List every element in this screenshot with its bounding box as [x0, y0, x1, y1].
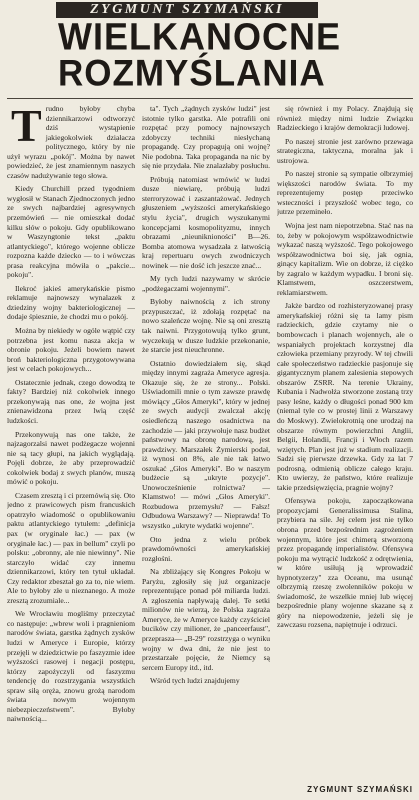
paragraph: Ostatecznie jednak, czego dowodzą te fakty? Bardziej niż cokolwiek innego przekonywają nas one, że wojna jest znienawidzona przez lwią część ludzkości.	[7, 377, 135, 425]
paragraph: We Wrocławiu mogliśmy przeczytać co następuje: „wbrew woli i pragnieniom narodów świata, garstka żądnych zysków ludzi w Ameryce i Europie, którzy przejęli w dziedzictwie po faszyzmie idee wyższości rasowej i negacji postępu, którzy zapożyczyli od faszyzmu tendencję do rozstrzygania wszystkich spraw siłą oręża, znowu grożą narodom świata nowym wojennym niebezpieczeństwem". Byłoby naiwnością...	[7, 609, 135, 724]
paragraph: Oto jedna z wielu próbek prawdomówności amerykańskiej rozgłośni.	[142, 534, 270, 563]
title-line-2: ROZMYŚLANIA	[58, 53, 326, 94]
paragraph: Czasem zresztą i ci przemówią się. Oto jedno z prawicowych pism francuskich opatrzyło wiadomość o opublikowaniu paktu atlantyckiego tytułem: „definicja pax (w oryginale łac.) — pax (w oryginale łac.) — pax in bellum" czyli po polsku: „obronny, ale nie niewinny". Nie starczyło widać czy innemu dziennikarzowi, który ten tytuł układał. Czy redaktor zbeształ go za to, nie wiem. Ale to byłoby złe u nieznanego. A może zresztą zrozumiale...	[7, 490, 135, 605]
header-divider	[7, 98, 413, 99]
paragraph: Próbują natomiast wmówić w ludzi dusze niewiarę, próbują ludzi sterroryzować i zaszantażować. Jednych głuszeniem „wyższości amerykańskiego stylu życia", drugich wyszukanymi koncepcjami kosmopolityzmu, innych obrazami „nieuniknioności" B—26. Bomba atomowa wysadzała z łatwością kraj repertuaru owych zwodniczych nowinek — nie dość ich jeszcze znać...	[142, 174, 270, 270]
article-column-2	[142, 104, 270, 790]
author-signature: ZYGMUNT SZYMAŃSKI	[307, 785, 413, 794]
title-line-1: WIELKANOCNE	[58, 14, 341, 58]
paragraph: Jakże bardzo od rozhisteryzowanej prasy amerykańskiej różni się ta lamy pism radzieckich, gdzie czytamy nie o bombowcach i planach wojennych, ale o wspaniałych projektach korzystnej dla człowieka przemiany przyrody. W tej chwili całe społeczeństwo radzieckie pasjonuje się gigantycznym planem zalesienia stepowych obszarów ZSRR. Na terenie Ukrainy, Kubania i Nadwołża stworzone zostaną trzy pasy leśne, każdy o długości ponad 900 km (niemal tyle co w prostej linii z Warszawy do Moskwy). Zwielokrotnią one urodzaj na obszarze równym powierzchni Anglii, Belgii, Holandii, Francji i Włoch razem wziętych. Plan jest już w stadium realizacji. Sadzi się pierwsze drzewka. Gdy za lat 7 podrosną, odmienią oblicze całego kraju. Kto uwierzy, że państwo, które realizuje takie przedsięwzięcia, pragnie wojny?	[277, 301, 413, 492]
paragraph: Wśród tych ludzi znajdujemy	[150, 676, 240, 686]
paragraph: Przekonywują nas one także, że najzagorzalsi nawet podżegacze wojenni nie są tacy głupi, na jakich wyglądają. Pojęli dobrze, że aby przeprowadzić cokolwiek bodaj z swych planów, muszą mówić o pokoju.	[7, 429, 135, 487]
paragraph: Ostatnio dowiedziałem się, skąd między innymi zagraża Ameryce agresja. Okazuje się, że ze strony... Polski. Uświadomili mnie o tym zawsze prawdę mówiący „Głos Ameryki", który w jednej ze swych audycji zwalczał akcję osiedleńczą naszego osadnictwa na zachodzie — jaki przywołuje nasz budżet państwowy na obronę narodową, jest prawdziwy. Marszałek Żymierski podał, iż wynosi on 8%, ale nie tak łatwo oszukać „Głos Ameryki". Bo w naszym budżecie są „ukryte pozycje". Unowocześnienie rolnictwa? — Klamstwo! — mówi „Głos Ameryki". Rozbudowa przemysłu? — Fałsz! Odbudowa Warszawy? — Nieprawda! To wszystko „ukryte wydatki wojenne".	[142, 358, 270, 530]
paragraph: My tych ludzi nazywamy w skrócie „podżegaczami wojennymi".	[142, 274, 270, 293]
paragraph: Po naszej stronie są sympatie olbrzymiej większości narodów świata. To my reprezentujemy postęp przeciwko wsteczności i przyszłość wobec tego, co jutrze przemineło.	[277, 169, 413, 217]
paragraph: Można by niekiedy w ogóle wątpić czy potrzebna jest komu nasza akcja w obronie pokoju. Jeżeli bowiem nawet broń bakteriologiczna przygotowywana jest w celach pokojowych...	[7, 326, 135, 374]
paragraph: Kiedy Churchill przed tygodniem wygłosił w Stanach Zjednoczonych jedno ze swych najbardziej agresywnych przemówień — nie omieszkał dodać kilku słów o pokoju. Gdy opublikowano w Waszyngtonie tekst „paktu atlantyckiego", którego wojenne oblicze rozpozna każde dziecko — to i wówczas prasa reakcyjna mówiła o „pakcie... pokoju".	[7, 184, 135, 280]
paragraph: Byłoby naiwnością z ich strony przypuszczać, iż zdołają rozpętać na nowo szaleńcze wojnę. Nie są oni zresztą tak naiwni. Przygotowują tylko grunt, wyczekują w dusze ludzkie przekonanie, że starcie jest nieuchronne.	[142, 297, 270, 355]
paragraph: Trudno byłoby chyba dziennikarzowi odtworzyć dziś wystąpienie jakiegokolwiek działacza politycznego, który by nie użył wyrazu „pokój". Można by nawet powiedzieć, że jest znamiennym naszych czasów nadużywanie tego słowa.	[7, 104, 135, 180]
paragraph: ta". Tych „żądnych zysków ludzi" jest istotnie tylko garstka. Ale potrafili oni rozpętać przy pomocy najnowszych zdobyczy techniki niesłychaną propagandę. Czy propagują oni wojnę? Nie podobna. Taka propaganda na nic by się nie przydała. Nie znalazłaby posłuchu.	[142, 104, 270, 171]
article-column-1	[7, 104, 135, 790]
drop-cap: T	[11, 104, 42, 151]
paragraph: Na zbliżający się Kongres Pokoju w Paryżu, zgłosiły się już organizacje reprezentujące ponad pół miliarda ludzi. A zgłoszenia napływają dalej. Te setki milionów nie wierzą, że Polska zagraża Ameryce, że w Ameryce każdy czyściciel bucików czy milioner, że „panceerfaust", przeprasza— „B-29" rozstrzyga o wyniku wojny w dwa dni, że nie jest to przestarzałe pojęcie, że Niemcy są sercem Europy itd., itd.	[142, 567, 270, 672]
article-title	[58, 14, 341, 94]
paragraph: się również i my Polacy. Znajdują się również między nimi ludzie Związku Radzieckiego i krajów demokracji ludowej.	[277, 104, 413, 133]
paragraph: Wojna jest nam niepotrzebna. Stać nas na to, żeby w pokojowym współzawodnictwie wykazać naszą wyższość. Tego pokojowego współzawodnictwa boi się, jak ognia, ginący kapitalizm. Wie on dobrze, iż ciężko by zagralo w każdym wypadku. I broni się. Klamstwem, oszczerstwem, reklamiarstwem.	[277, 221, 413, 297]
paragraph: Ofensywa pokoju, zapoczątkowana propozycjami Generalissimusa Stalina, przybiera na sile. Jej celem jest nie tylko obrona przed bezpośrednim zagrożeniem wojennym, które jest chimerą stworzoną przez propagandę imperialistów. Ofensywa pokoju ma wytrącić ludzkość z odrętwienia, w które usiłują ją wprowadzić hypnotyzerzy" zza Oceanu, ma usunąć olbrzymią rzeszę zwolenników pokoju w świadomość, że wszelkie mniej lub więcej bezpośrednie plany wojenne skazane są z góry na niepowodzenie, jeżeli się je zawczasu rozsena, napiętnuje i odrzuci.	[277, 496, 413, 630]
article-column-3	[277, 104, 413, 790]
paragraph: Po naszej stronie jest zarówno przewaga strategiczna, taktyczna, moralna jak i ustrojowa.	[277, 136, 413, 165]
paragraph: Ilekroć jakieś amerykańskie pismo reklamuje najnowszy wynalazek z dziedziny wojny bakteriologicznej — dodaje śpiesznie, że chodzi mu o pokój.	[7, 283, 135, 322]
author-header: ZYGMUNT SZYMAŃSKI	[56, 2, 318, 18]
